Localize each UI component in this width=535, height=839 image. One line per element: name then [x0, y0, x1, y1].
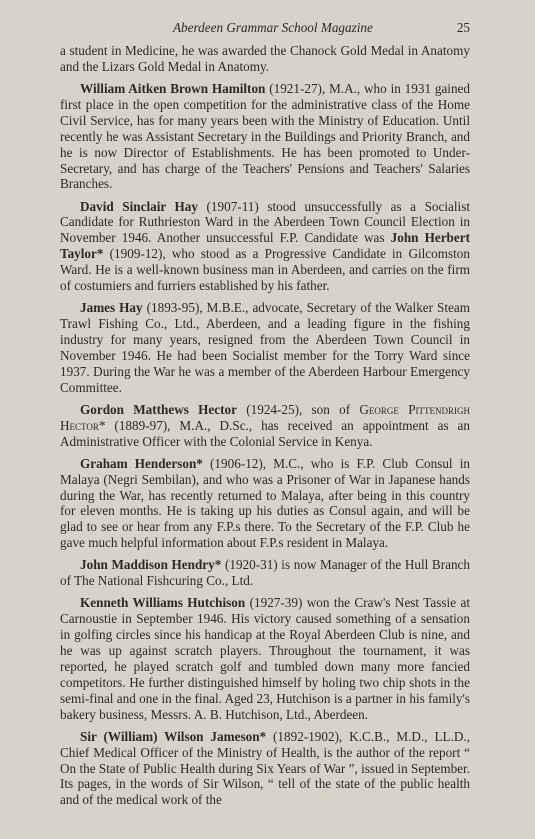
paragraph-text: (1927-39) won the Craw's Nest Tassie at Carnoustie in September 1946. His victory caused something of a sensation in golfing circles since his handicap at the Royal Aberdeen Club is nine, and he was up against scratch players. Throughout the tournament, it was reported, he played scratch golf and tumbled down many more fancied competitors. He further distinguished himself by holing two chip shots in the semi-final and one in the final. Aged 23, Hutchison is a partner in his family's bakery business, Messrs. A. B. Hutchison, Ltd., Aberdeen.: [60, 595, 470, 722]
paragraph-text: (1920-31) is now Manager of the Hull Branch of The National Fishcuring Co., Ltd.: [60, 557, 470, 589]
paragraph-text: (1893-95), M.B.E., advocate, Secretary of the Walker Steam Trawl Fishing Co., Ltd., Aberdeen, and a leading figure in the fishing industry for many years, resigned from the Aberdeen Town Council in November 1946. He had been Socialist member for the Torry Ward since 1937. During the War he was a member of the Aberdeen Harbour Emergency Committee.: [60, 300, 471, 395]
page-number: 25: [456, 20, 470, 35]
paragraph-text: (1909-12), who stood as a Progressive Candidate in Gilcomston Ward. He is a well-known business man in Aberdeen, and carries on the firm of costumiers and furriers established by his father.: [60, 246, 470, 294]
paragraph-text: (1906-12), M.C., who is F.P. Club Consul in Malaya (Negri Sembilan), and who was a Prisoner of War in Japanese hands during the War, has recently returned to Malaya, after being in this country for eleven months. He is taking up his duties as Consul again, and will be glad to see or hear from any F.P.s there. To the Secretary of the F.P. Club he gave much helpful information about F.P.s resident in Malaya.: [60, 455, 470, 551]
paragraph: [60, 456, 470, 551]
paragraph-text: a student in Medicine, he was awarded the Chanock Gold Medal in Anatomy and the Lizars Gold Medal in Anatomy.: [60, 43, 470, 74]
article-body: [60, 43, 470, 808]
paragraph: [60, 729, 470, 809]
person-name-smallcaps: George Pittendrigh Hector*: [60, 401, 471, 433]
paragraph: [60, 199, 470, 294]
paragraph: [60, 300, 470, 395]
person-name: David Sinclair Hay: [80, 198, 198, 214]
paragraph: [60, 557, 470, 589]
paragraph-text: (1921-27), M.A., who in 1931 gained first place in the open competition for the administrative class of the Home Civil Service, has for many years been with the Ministry of Education. Until recently he was Assistant Secretary in the Buildings and Priority Branch, and he is now Director of Establishments. He has been promoted to Under-Secretary, and has charge of the Teachers' Pensions and Teachers' Salaries Branches.: [60, 81, 471, 192]
person-name: Graham Henderson*: [80, 455, 203, 471]
paragraph: [60, 43, 470, 75]
person-name: John Maddison Hendry*: [80, 557, 222, 573]
person-name: Sir (William) Wilson Jameson*: [80, 728, 267, 744]
paragraph: [60, 595, 470, 722]
paragraph-text: (1924-25), son of: [236, 401, 360, 417]
paragraph-text: (1889-97), M.A., D.Sc., has received an appointment as an Administrative Officer with the Colonial Service in Kenya.: [60, 417, 470, 449]
paragraph: [60, 402, 470, 450]
person-name: John Herbert Taylor*: [60, 230, 470, 262]
paragraph-text: (1907-11) stood unsuccessfully as a Socialist Candidate for Ruthrieston Ward in the Aberdeen Town Council Election in November 1946. Another unsuccessful F.P. Candidate was: [60, 198, 470, 246]
person-name: James Hay: [80, 300, 143, 316]
paragraph-text: (1892-1902), K.C.B., M.D., LL.D., Chief Medical Officer of the Ministry of Health, is the author of the report “ On the State of Public Health during Six Years of War ”, issued in September. Its pages, in the words of Sir Wilson, “ tell of the state of the public health and of the medical work of the: [60, 728, 470, 808]
running-header: [60, 20, 470, 40]
person-name: Kenneth Williams Hutchison: [80, 595, 246, 611]
magazine-title: Aberdeen Grammar School Magazine: [173, 20, 373, 35]
person-name: William Aitken Brown Hamilton: [80, 81, 266, 96]
paragraph: [60, 81, 470, 192]
person-name: Gordon Matthews Hector: [80, 401, 237, 417]
